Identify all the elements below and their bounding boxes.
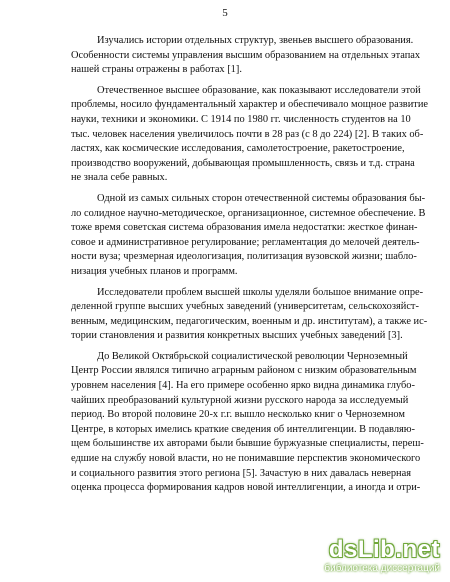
text-line: деленной группе высших учебных заведений (университетам, сельскохозяйст- — [71, 301, 419, 313]
text-line: Центре, в которых имелись краткие сведения об интеллигенции. В подавляю- — [71, 423, 416, 435]
paragraph — [71, 192, 426, 280]
text-line: совое и административное регулирование; регламентация до мелочей деятель- — [71, 236, 420, 248]
paragraph — [71, 350, 424, 496]
text-line: ло солидное научно-методическое, организационное, системное обеспечение. В — [71, 207, 426, 219]
text-line: Изучались истории отдельных структур, звеньев высшего образования. — [97, 35, 414, 46]
text-line: Одной из самых сильных сторон отечественной системы образования бы- — [97, 192, 426, 204]
text-line: оценка процесса формирования кадров новой интеллигенции, а иногда и отри- — [71, 482, 421, 494]
paragraph — [71, 34, 421, 78]
text-line: ности вуза; чрезмерная идеологизация, политизация вузовской жизни; шабло- — [71, 251, 417, 263]
text-line: До Великой Октябрьской социалистической революции Черноземный — [97, 350, 408, 362]
paragraph — [71, 286, 428, 344]
text-line: не знала себе равных. — [71, 172, 168, 184]
text-line: Исследователи проблем высшей школы уделяли большое внимание опре- — [97, 286, 424, 298]
page-number: 5 — [222, 7, 228, 19]
text-line: науки, техники и экономики. С 1914 по 1980 гг. численность студентов на 10 — [71, 113, 411, 125]
text-line: Особенности системы управления высшим образованием на отдельных этапах — [71, 49, 421, 61]
text-line: Отечественное высшее образование, как показывают исследователи этой — [97, 84, 421, 96]
watermark — [264, 536, 444, 578]
text-line: чайших преобразований культурной жизни русского народа за исследуемый — [71, 394, 409, 406]
text-line: уровнем населения [4]. На его примере особенно ярко видна динамика глубо- — [71, 380, 415, 392]
text-line: тоже время советская система образования имела недостатки: жесткое финан- — [71, 222, 418, 234]
text-line: щем большинстве их авторами были бывшие буржуазные специалисты, переш- — [71, 438, 424, 450]
body-text — [71, 34, 428, 502]
text-line: низация учебных планов и программ. — [71, 265, 238, 277]
text-line: тории становления и развития конкретных высших учебных заведений [3]. — [71, 330, 403, 342]
text-line: едшие на службу новой власти, но не понимавшие перспектив экономического — [71, 453, 421, 465]
text-line: нашей страны отражены в работах [1]. — [71, 64, 242, 76]
text-line: венным, медицинским, педагогическим, военным и др. институтам), а также ис- — [71, 315, 428, 327]
text-line: и социального развития этого региона [5]. Зачастую в них давалась неверная — [71, 467, 412, 479]
paragraph — [71, 84, 428, 186]
text-line: тыс. человек населения увеличилось почти в 28 раз (с 8 до 224) [2]. В таких об- — [71, 128, 424, 140]
text-line: проблемы, носило фундаментальный характер и обеспечивало мощное развитие — [71, 99, 428, 111]
text-line: ластях, как космические исследования, самолетостроение, ракетостроение, — [71, 143, 405, 155]
watermark-logo: dsLib.net — [328, 536, 440, 563]
watermark-subtitle: библиотека диссертаций — [324, 563, 440, 574]
text-line: Центр России являлся типично аграрным районом с низким образовательным — [71, 365, 417, 377]
text-line: производство вооружений, добывающая промышленность, связь и т.д. страна — [71, 157, 415, 169]
text-line: период. Во второй половине 20-х г.г. вышло несколько книг о Черноземном — [71, 409, 405, 421]
